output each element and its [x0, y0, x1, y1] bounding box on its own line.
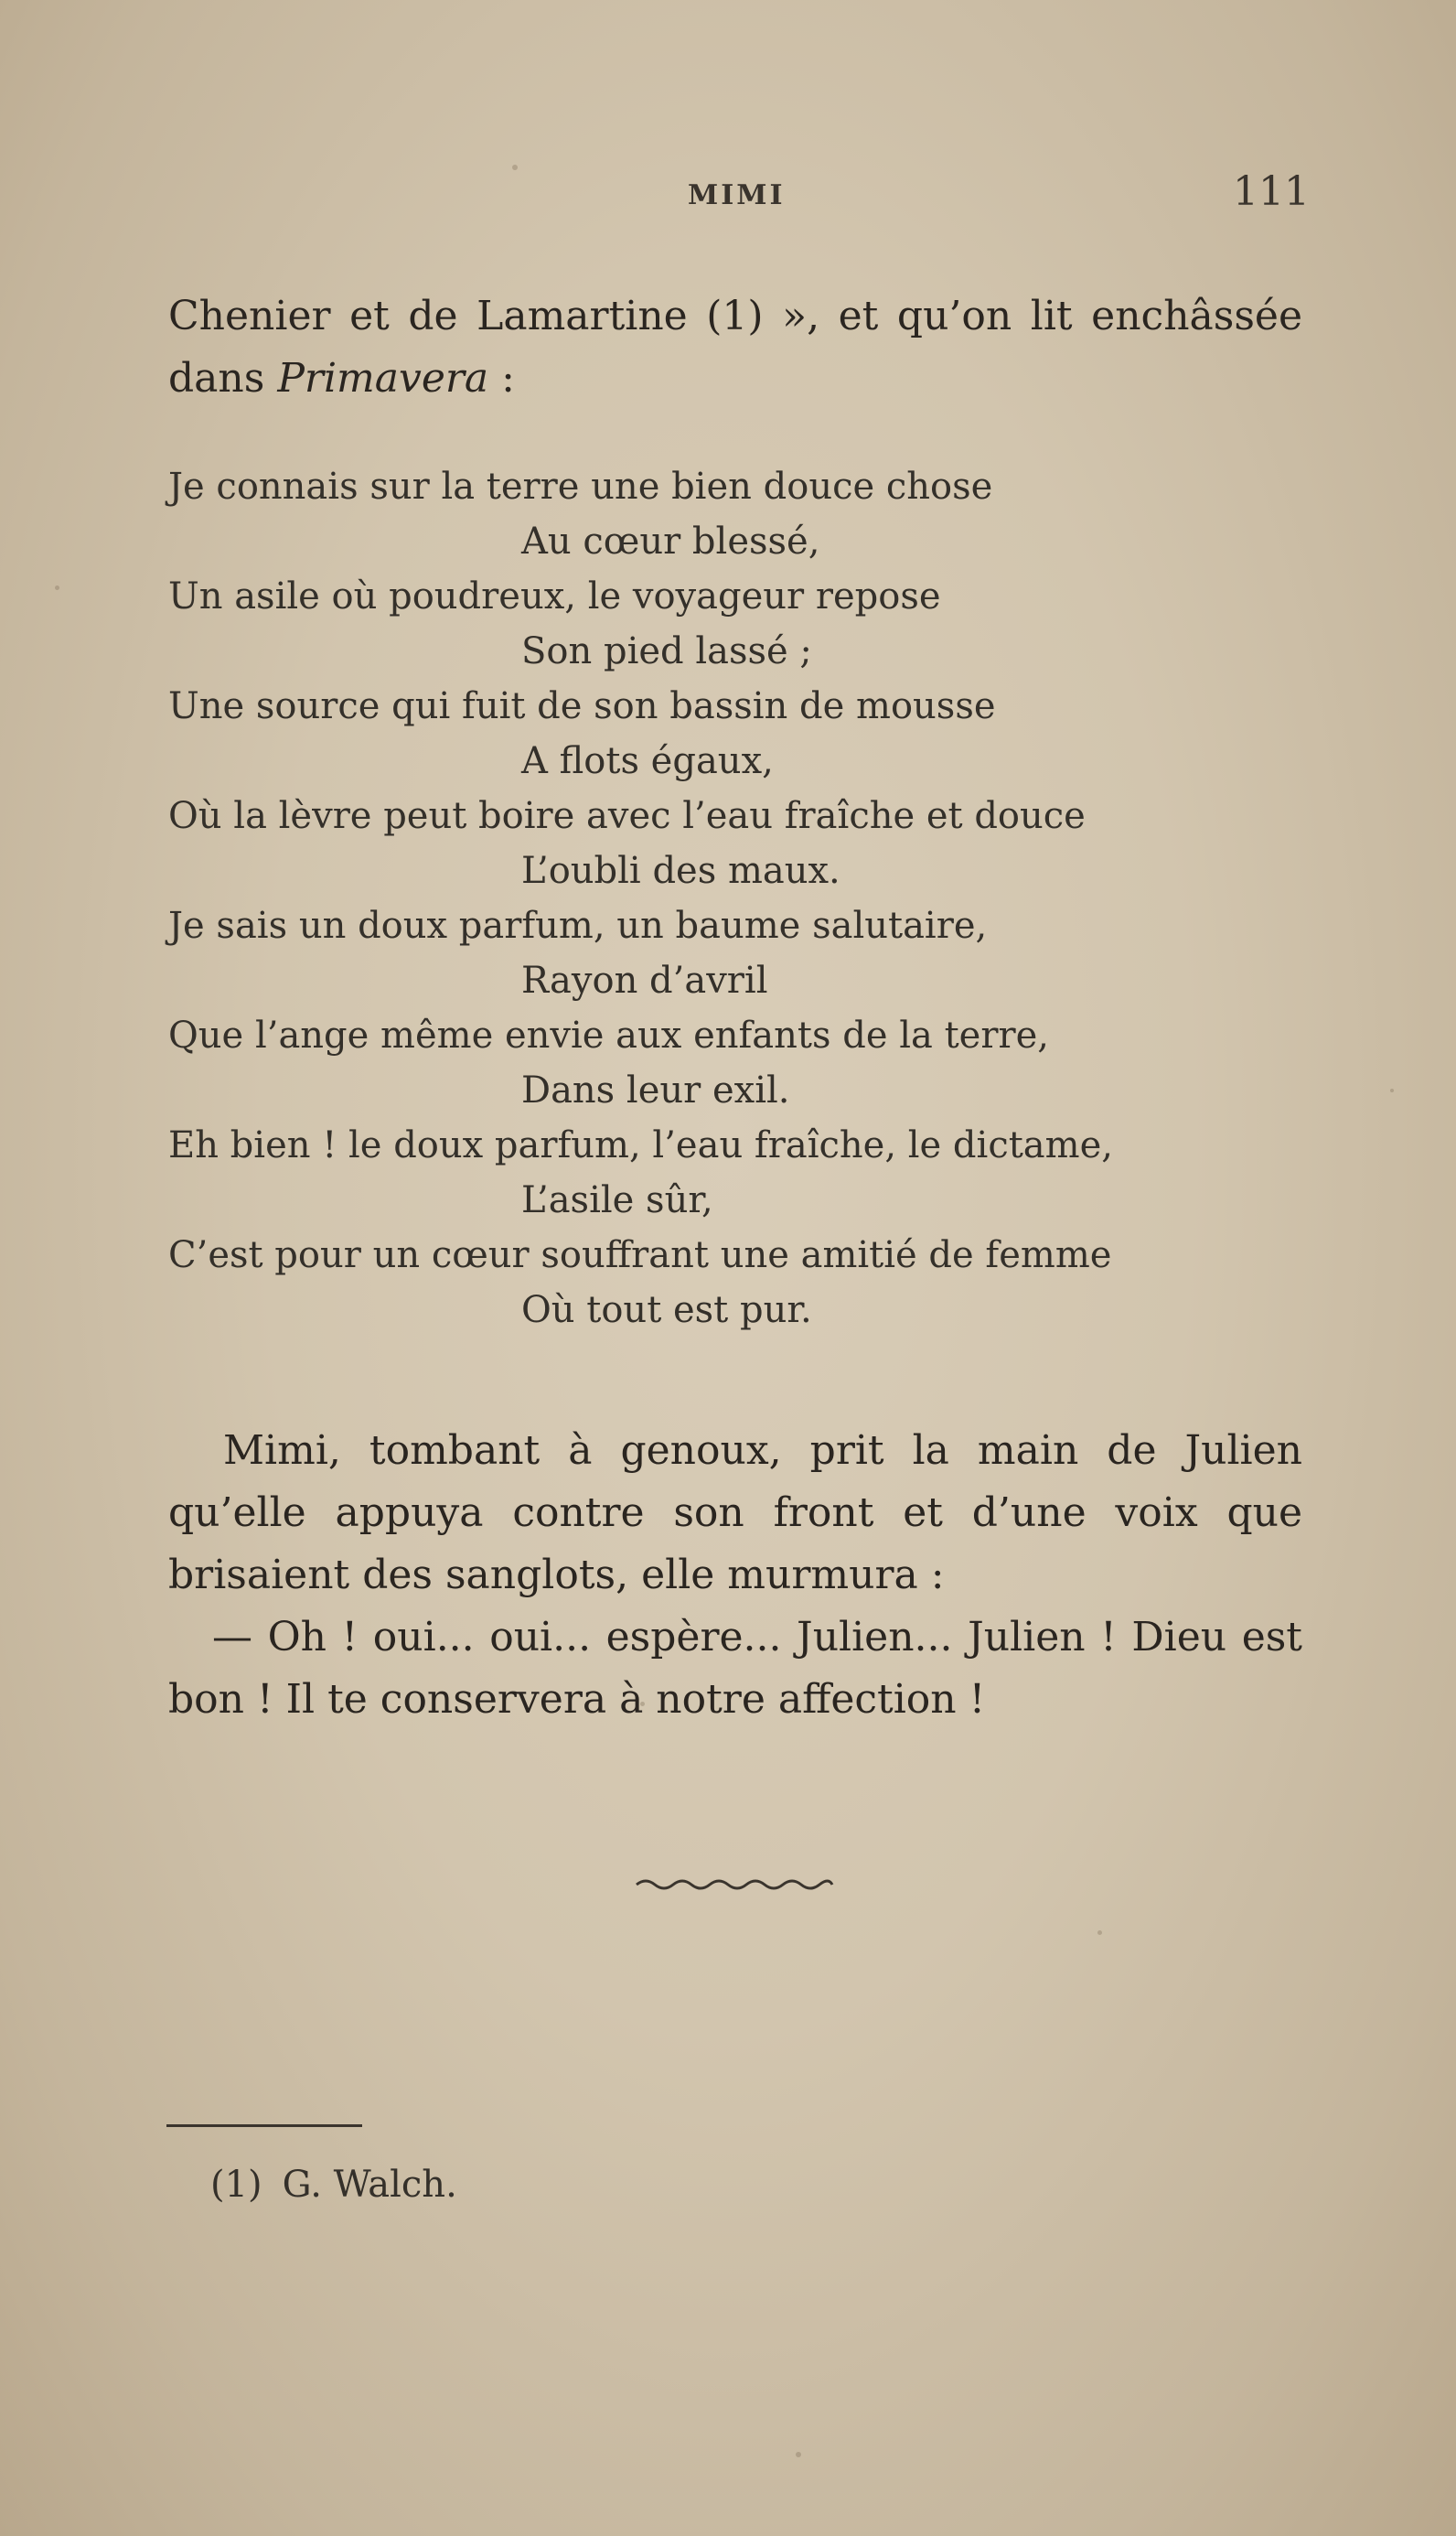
paper-speck — [1390, 1089, 1394, 1092]
footnote-text: G. Walch. — [282, 2164, 457, 2206]
paper-speck — [512, 165, 518, 170]
poem-line: Où la lèvre peut boire avec l’eau fraîche et douce — [168, 795, 1086, 837]
page-number: 111 — [1233, 168, 1310, 215]
dialogue-paragraph: — Oh ! oui... oui... espère... Julien... Julien ! Dieu est bon ! Il te conservera à notre affection ! — [168, 1614, 1302, 1723]
poem-line: Où tout est pur. — [521, 1289, 812, 1331]
paper-speck — [796, 2452, 801, 2457]
poem-line: Je connais sur la terre une bien douce chose — [168, 466, 993, 508]
intro-text-after: : — [488, 355, 515, 402]
paper-speck — [1097, 1930, 1102, 1935]
intro-text-before: Chenier et de Lamartine (1) », et qu’on lit enchâssée dans — [168, 293, 1302, 402]
poem-line: Dans leur exil. — [521, 1069, 790, 1112]
poem-line: L’asile sûr, — [521, 1179, 713, 1221]
poem-line: Que l’ange même envie aux enfants de la terre, — [168, 1015, 1049, 1057]
footnote-marker: (1) — [210, 2164, 262, 2206]
poem-line: Rayon d’avril — [521, 960, 768, 1002]
poem-line: Un asile où poudreux, le voyageur repose — [168, 575, 941, 618]
footnote-rule — [166, 2124, 362, 2127]
running-head: MIMI — [688, 179, 786, 211]
poem-line: Son pied lassé ; — [521, 630, 812, 672]
poem-line: Eh bien ! le doux parfum, l’eau fraîche, le dictame, — [168, 1124, 1113, 1166]
intro-paragraph — [168, 285, 1302, 410]
wave-ornament — [635, 1874, 834, 1896]
poem-line: Au cœur blessé, — [521, 521, 820, 563]
paper-speck — [55, 586, 59, 590]
poem-line: Je sais un doux parfum, un baume salutaire, — [168, 905, 988, 947]
narrative — [168, 1420, 1302, 1731]
poem-line: A flots égaux, — [521, 740, 774, 782]
poem — [168, 459, 1302, 1338]
intro-italic-title: Primavera — [277, 355, 489, 402]
poem-line: C’est pour un cœur souffrant une amitié de femme — [168, 1234, 1112, 1276]
poem-line: Une source qui fuit de son bassin de mousse — [168, 685, 996, 727]
narrative-paragraph: Mimi, tombant à genoux, prit la main de Julien qu’elle appuya contre son front et d’une voix que brisaient des sanglots, elle murmura : — [168, 1427, 1302, 1598]
poem-line: L’oubli des maux. — [521, 850, 840, 892]
footnote — [210, 2157, 457, 2212]
